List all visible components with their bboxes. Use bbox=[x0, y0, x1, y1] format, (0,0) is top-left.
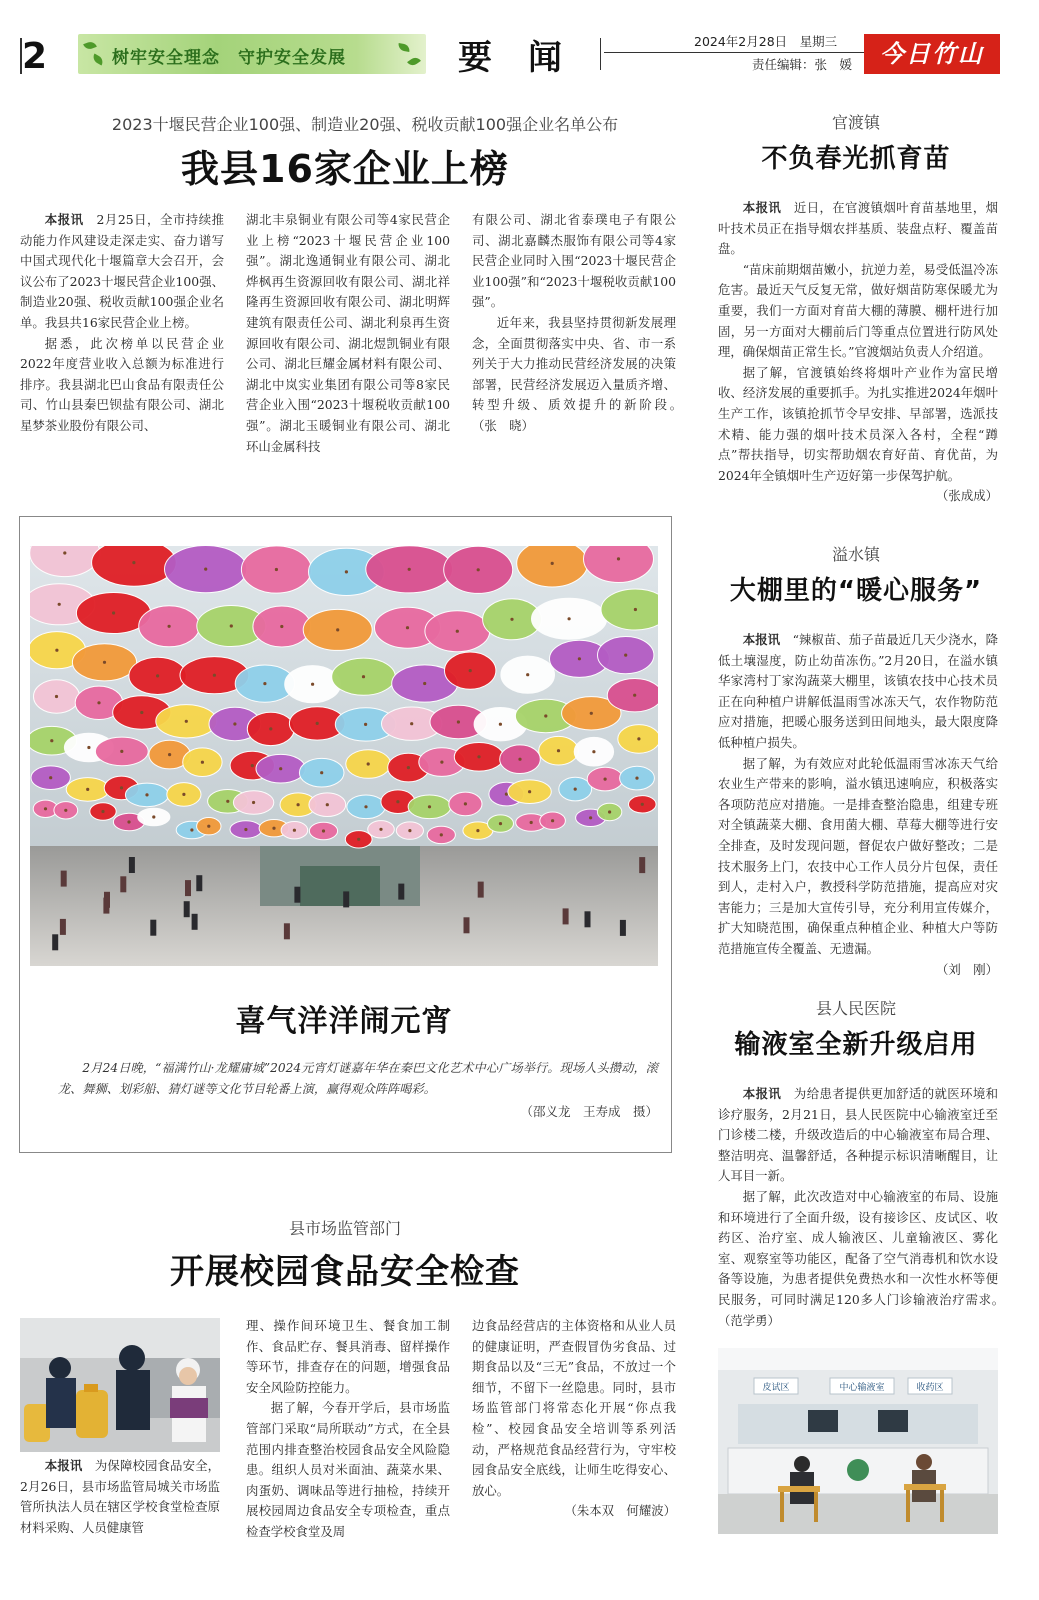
issue-date: 2024年2月28日 星期三 bbox=[694, 34, 838, 49]
dateline-lead: 本报讯 bbox=[742, 200, 782, 215]
umbrella-hub bbox=[168, 753, 171, 756]
umbrella-hub bbox=[362, 675, 365, 678]
umbrella-hub bbox=[272, 827, 275, 830]
page-number: 2 bbox=[22, 36, 48, 77]
paragraph-text: 据了解，此次改造对中心输液室的布局、设施和环境进行了全面升级，设有接诊区、皮试区、收药区、治疗室、成人输液区、儿童输液区、雾化室、观察室等功能区，配备了空气消毒机和饮水设备等设施，为患者提供免费热水和一次性水杯等便民服务，可同时满足120多人门诊输液治疗需求。 bbox=[718, 1188, 998, 1307]
umbrella-hub bbox=[464, 802, 467, 805]
umbrella-hub bbox=[551, 819, 554, 822]
paragraph-text: 近日，在官渡镇烟叶育苗基地里，烟叶技术员正在指导烟农拌基质、装盘点籽、覆盖苗盘。 bbox=[718, 200, 999, 257]
umbrella-hub bbox=[226, 800, 229, 803]
food-safety-column-3 bbox=[472, 1316, 676, 1522]
crowd-figure bbox=[284, 923, 290, 939]
crowd-figure bbox=[120, 876, 126, 892]
article-paragraph bbox=[718, 630, 998, 754]
food-safety-column-1 bbox=[20, 1456, 220, 1538]
article-paragraph: 据了解，官渡镇始终将烟叶产业作为富民增收、经济发展的重要抓手。为扎实推进2024年烟叶生产工作，该镇抢抓节令早安排、早部署，选派技术精、能力强的烟叶技术员深入各村，全程“蹲点”帮扶指导，切实帮助烟农育好苗、育优苗，为2024年全镇烟叶生产迈好第一步保驾护航。 bbox=[718, 364, 998, 483]
crowd-figure bbox=[196, 875, 202, 891]
umbrella-hub bbox=[336, 628, 339, 631]
umbrella-hub bbox=[617, 557, 620, 560]
umbrella-hub bbox=[408, 829, 411, 832]
umbrella-hub bbox=[120, 750, 123, 753]
umbrella-hub bbox=[476, 829, 479, 832]
leaf-icon bbox=[397, 43, 410, 52]
leaf-icon bbox=[407, 55, 421, 68]
crowd-figure bbox=[192, 914, 198, 930]
umbrella-hub bbox=[557, 749, 560, 752]
safety-banner bbox=[78, 34, 426, 74]
umbrella-hub bbox=[326, 803, 329, 806]
section-title: 要闻 bbox=[458, 38, 598, 78]
responsible-editor: 责任编辑：张 媛 bbox=[752, 57, 853, 72]
umbrella-hub bbox=[477, 755, 480, 758]
umbrella-hub bbox=[101, 810, 104, 813]
masthead-divider bbox=[600, 38, 601, 70]
author-byline: （张 晓） bbox=[472, 417, 534, 433]
paragraph-text: 2月25日，全市持续推动能力作风建设走深走实、奋力谱写中国式现代化十堰篇章大会召开，会议公布了2023十堰民营企业100强、制造业20强、税收贡献100强企业名单。我县共16家民营企业上榜。 bbox=[20, 212, 225, 330]
umbrella-hub bbox=[624, 654, 627, 657]
umbrella-hub bbox=[357, 838, 360, 841]
umbrella-hub bbox=[251, 764, 254, 767]
crowd-figure bbox=[129, 857, 135, 873]
umbrella-hub bbox=[518, 758, 521, 761]
umbrella-hub bbox=[526, 673, 529, 676]
umbrella-hub bbox=[637, 737, 640, 740]
food-inspection-illustration bbox=[20, 1318, 220, 1452]
greenhouse-headline: 大棚里的“暖心服务” bbox=[729, 576, 983, 606]
enterprise-column-2 bbox=[246, 210, 450, 457]
umbrella-hub bbox=[201, 761, 204, 764]
umbrella-hub bbox=[551, 562, 554, 565]
umbrella-hub bbox=[469, 669, 472, 672]
crowd-figure bbox=[61, 871, 67, 887]
umbrella-hub bbox=[440, 833, 443, 836]
umbrella-hub bbox=[293, 829, 296, 832]
enterprise-column-3 bbox=[472, 210, 676, 437]
enterprise-kicker: 2023十堰民营企业100强、制造业20强、税收贡献100强企业名单公布 bbox=[111, 115, 619, 134]
seedling-kicker: 官渡镇 bbox=[831, 113, 880, 132]
umbrella-hub bbox=[64, 809, 67, 812]
food-safety-kicker: 县市场监管部门 bbox=[288, 1219, 401, 1238]
dateline-lead: 本报讯 bbox=[742, 1086, 782, 1101]
umbrella-hub bbox=[156, 674, 159, 677]
umbrella-hub bbox=[97, 701, 100, 704]
umbrella-hub bbox=[528, 790, 531, 793]
article-paragraph bbox=[20, 1456, 220, 1538]
sign-infusion-room: 中心输液室 bbox=[839, 1383, 885, 1393]
umbrella-hub bbox=[510, 618, 513, 621]
umbrella-hub bbox=[185, 720, 188, 723]
umbrella-hub bbox=[322, 829, 325, 832]
umbrella-hub bbox=[364, 723, 367, 726]
umbrella-hub bbox=[440, 761, 443, 764]
banner-slogan: 树牢安全理念 守护安全发展 bbox=[112, 48, 346, 68]
article-paragraph: 有限公司、湖北省泰璞电子有限公司、湖北嘉麟杰服饰有限公司等4家民营企业同时入围“2023十堰民营企业100强”和“2023十堰税收贡献100强”。 bbox=[472, 212, 676, 310]
article-paragraph bbox=[472, 313, 676, 437]
umbrella-hub bbox=[86, 788, 89, 791]
umbrella-hub bbox=[112, 611, 115, 614]
umbrella-hub bbox=[145, 793, 148, 796]
umbrella-hub bbox=[423, 682, 426, 685]
leaf-icon bbox=[83, 40, 97, 51]
umbrella-hub bbox=[604, 778, 607, 781]
umbrella-hub bbox=[230, 624, 233, 627]
article-paragraph: 边食品经营店的主体资格和从业人员的健康证明，严查假冒伪劣食品、过期食品以及“三无”食品，不放过一个细节，不留下一丝隐患。同时，县市场监管部门将常态化开展“你点我检”、校园食品安全培训等系列活动，严格规范食品经营行为，守牢校园食品安全底线，让师生吃得安心、放心。 bbox=[472, 1318, 676, 1498]
food-safety-column-2 bbox=[246, 1316, 450, 1543]
crowd-figure bbox=[150, 920, 156, 936]
paragraph-text: 近年来，我县坚持贯彻新发展理念，全面贯彻落实中央、省、市一系列关于大力推动民营经济发展的决策部署，民营经济发展迈入量质齐增、转型升级、质效提升的新阶段。 bbox=[472, 314, 676, 413]
author-byline: （范学勇） bbox=[718, 1312, 780, 1328]
umbrella-hub bbox=[633, 694, 636, 697]
umbrella-hub bbox=[589, 816, 592, 819]
umbrella-hub bbox=[574, 788, 577, 791]
umbrella-hub bbox=[263, 682, 266, 685]
umbrella-hub bbox=[132, 561, 135, 564]
photo-title: 喜气洋洋闹元宵 bbox=[235, 1004, 453, 1039]
umbrella-hub bbox=[396, 800, 399, 803]
dateline-lead: 本报讯 bbox=[44, 1458, 83, 1473]
umbrella-hub bbox=[406, 626, 409, 629]
umbrella-hub bbox=[58, 603, 61, 606]
article-paragraph: 据了解，今春开学后，县市场监管部门采取“局所联动”方式，在全县范围内排查整治校园食品安全风险隐患。组织人员对米面油、蔬菜水果、肉蛋奶、调味品等进行抽检，持续开展校园周边食品安全专项检查，重点检查学校食堂及周 bbox=[246, 1400, 450, 1539]
seedling-body bbox=[718, 198, 998, 507]
umbrella-hub bbox=[49, 776, 52, 779]
umbrella-hub bbox=[345, 570, 348, 573]
umbrella-hub bbox=[127, 820, 130, 823]
umbrella-hub bbox=[275, 568, 278, 571]
article-paragraph: 湖北丰泉铜业有限公司等4家民营企业上榜“2023十堰民营企业100强”。湖北逸通铜业有限公司、湖北烨枫再生资源回收有限公司、湖北祥隆再生资源回收有限公司、湖北明辉建筑有限责任公司、湖北利泉再生资源回收有限公司、湖北煜凯铜业有限公司、湖北巨耀金属材料有限公司、湖北中岚实业集团有限公司等8家民营企业入围“2023十堰税收贡献100强”。湖北玉暖铜业有限公司、湖北环山金属科技 bbox=[246, 212, 450, 454]
crowd-figure bbox=[398, 884, 404, 900]
umbrella-hub bbox=[297, 803, 300, 806]
enterprise-headline: 我县16家企业上榜 bbox=[181, 147, 509, 191]
umbrella-hub bbox=[457, 720, 460, 723]
hospital-headline: 输液室全新升级启用 bbox=[734, 1030, 978, 1060]
umbrella-hub bbox=[364, 805, 367, 808]
umbrella-hub bbox=[50, 739, 53, 742]
author-byline: （张成成） bbox=[936, 488, 998, 504]
article-paragraph: “苗床前期烟苗嫩小，抗逆力差，易受低温冷冻危害。最近天气反复无常，做好烟苗防寒保暖尤为重要，我们一方面对育苗大棚的薄膜、棚杆进行加固，另一方面对大棚前后门等重点位置进行防风处理，确保烟苗正常生长。”官渡烟站负责人介绍道。 bbox=[718, 261, 998, 360]
paragraph-text: “辣椒苗、茄子苗最近几天少浇水，降低土壤湿度，防止幼苗冻伤。”2月20日，在溢水镇华家湾村丁家沟蔬菜大棚里，该镇农技中心技术员正在向种植户讲解低温雨雪冰冻天气，农作物防范应对措施，把暖心服务送到田间地头，最大限度降低种植户损失。 bbox=[718, 632, 999, 750]
crowd-figure bbox=[185, 880, 191, 896]
umbrella-hub bbox=[407, 766, 410, 769]
umbrella-hub bbox=[182, 793, 185, 796]
photo-caption: 2月24日晚，“福满竹山·龙耀庸城”2024元宵灯谜嘉年华在秦巴文化艺术中心广场举行。现场人头攒动，滚龙、舞狮、划彩船、猜灯谜等文化节目轮番上演，赢得观众阵阵喝彩。 bbox=[58, 1061, 658, 1096]
umbrella-hub bbox=[168, 625, 171, 628]
crowd-figure bbox=[294, 887, 300, 903]
umbrella-hub bbox=[269, 727, 272, 730]
umbrella-hub bbox=[152, 815, 155, 818]
masthead-rule bbox=[604, 52, 866, 53]
umbrella-hub bbox=[428, 805, 431, 808]
umbrella-hub bbox=[213, 674, 216, 677]
article-paragraph bbox=[718, 1084, 998, 1187]
umbrella-hub bbox=[311, 683, 314, 686]
umbrella-hub bbox=[244, 828, 247, 831]
seedling-headline: 不负春光抓育苗 bbox=[761, 144, 951, 174]
umbrella-hub bbox=[140, 711, 143, 714]
umbrella-hub bbox=[477, 568, 480, 571]
umbrella-hub bbox=[55, 695, 58, 698]
infusion-room-photo bbox=[718, 1348, 998, 1534]
article-paragraph: 据了解，为有效应对此轮低温雨雪冰冻天气给农业生产带来的影响，溢水镇迅速响应，积极落实各项防范应对措施。一是排查整治隐患，组建专班对全镇蔬菜大棚、食用菌大棚、草莓大棚等进行安全排查，及时发现问题，督促农户做好整改；二是技术服务上门，农技中心工作人员分片包保，责任到人，走村入户，教授科学防范措施，提高应对灾害能力；三是加大宣传引导，充分利用宣传媒介，扩大知晓范围，确保重点种植企业、种植大户等防范措施宣传全覆盖、无遗漏。 bbox=[718, 755, 998, 956]
crowd-figure bbox=[60, 919, 66, 935]
umbrella-hub bbox=[280, 625, 283, 628]
umbrella-hub bbox=[55, 649, 58, 652]
umbrella-hub bbox=[279, 767, 282, 770]
umbrella-hub bbox=[544, 714, 547, 717]
umbrella-hub bbox=[207, 825, 210, 828]
article-paragraph: 据悉，此次榜单以民营企业2022年度营业收入总额为标准进行排序。我县湖北巴山食品有限责任公司、竹山县秦巴钡盐有限公司、湖北星梦茶业股份有限公司、 bbox=[20, 335, 224, 433]
infusion-room-illustration bbox=[718, 1348, 998, 1534]
umbrella-hub bbox=[456, 630, 459, 633]
author-byline: （朱本双 何耀波） bbox=[564, 1503, 676, 1519]
umbrella-hub bbox=[190, 828, 193, 831]
umbrella-hub bbox=[103, 661, 106, 664]
crowd-figure bbox=[343, 891, 349, 907]
umbrella-hub bbox=[592, 750, 595, 753]
crowd-figure bbox=[639, 857, 645, 873]
leaf-icon bbox=[91, 53, 105, 65]
umbrella-hub bbox=[634, 608, 637, 611]
umbrella-canopy-illustration bbox=[30, 546, 658, 966]
crowd-figure bbox=[52, 934, 58, 950]
umbrella-hub bbox=[44, 807, 47, 810]
article-paragraph bbox=[20, 210, 224, 334]
crowd-figure bbox=[184, 901, 190, 917]
crowd-figure bbox=[620, 920, 626, 936]
lantern-festival-photo bbox=[30, 546, 658, 966]
umbrella-hub bbox=[635, 777, 638, 780]
umbrella-hub bbox=[530, 821, 533, 824]
hospital-kicker: 县人民医院 bbox=[815, 999, 896, 1018]
sign-medicine-collection: 收药区 bbox=[916, 1383, 944, 1393]
food-inspection-photo bbox=[20, 1318, 220, 1452]
greenhouse-kicker: 溢水镇 bbox=[831, 545, 880, 564]
umbrella-hub bbox=[499, 822, 502, 825]
crowd-figure bbox=[478, 882, 484, 898]
article-paragraph bbox=[718, 1187, 998, 1331]
crowd-figure bbox=[563, 908, 569, 924]
umbrella-hub bbox=[204, 568, 207, 571]
umbrella-hub bbox=[87, 746, 90, 749]
article-paragraph: 理、操作间环境卫生、餐食加工制作、食品贮存、餐具消毒、留样操作等环节，排查存在的问题，增强食品安全风险防控能力。 bbox=[246, 1318, 450, 1395]
umbrella-hub bbox=[590, 712, 593, 715]
hospital-body bbox=[718, 1084, 998, 1331]
sign-skin-test: 皮试区 bbox=[762, 1383, 790, 1393]
umbrella-hub bbox=[367, 762, 370, 765]
umbrella-hub bbox=[233, 722, 236, 725]
author-byline: （刘 刚） bbox=[936, 961, 998, 977]
umbrella-hub bbox=[63, 551, 66, 554]
umbrella-shape bbox=[607, 679, 658, 712]
umbrella-hub bbox=[320, 771, 323, 774]
umbrella-hub bbox=[408, 568, 411, 571]
umbrella-hub bbox=[379, 828, 382, 831]
umbrella-hub bbox=[608, 810, 611, 813]
crowd-figure bbox=[103, 898, 109, 914]
newspaper-logo: 今日竹山 bbox=[864, 34, 1000, 74]
umbrella-hub bbox=[578, 657, 581, 660]
food-safety-headline: 开展校园食品安全检查 bbox=[170, 1252, 520, 1292]
paragraph-text: 为给患者提供更加舒适的就医环境和诊疗服务，2月21日，县人民医院中心输液室迁至门诊楼二楼，升级改造后的中心输液室布局合理、整洁明亮、温馨舒适，各种提示标识清晰醒目，让人耳目一新。 bbox=[718, 1086, 999, 1184]
crowd-figure bbox=[585, 911, 591, 927]
greenhouse-body bbox=[718, 630, 998, 980]
enterprise-column-1 bbox=[20, 210, 224, 437]
umbrella-hub bbox=[641, 803, 644, 806]
dateline-lead: 本报讯 bbox=[44, 212, 84, 227]
crowd-figure bbox=[464, 917, 470, 933]
umbrella-hub bbox=[316, 722, 319, 725]
umbrella-hub bbox=[499, 723, 502, 726]
umbrella-hub bbox=[120, 786, 123, 789]
dateline-lead: 本报讯 bbox=[742, 632, 781, 647]
article-paragraph bbox=[718, 198, 998, 260]
umbrella-hub bbox=[568, 617, 571, 620]
umbrella-hub bbox=[252, 801, 255, 804]
umbrella-hub bbox=[410, 722, 413, 725]
paragraph-text: 为保障校园食品安全，2月26日，县市场监管局城关市场监管所执法人员在辖区学校食堂检查原材料采购、人员健康管 bbox=[20, 1458, 221, 1535]
photo-credit: （邵义龙 王寿成 摄） bbox=[520, 1104, 658, 1119]
